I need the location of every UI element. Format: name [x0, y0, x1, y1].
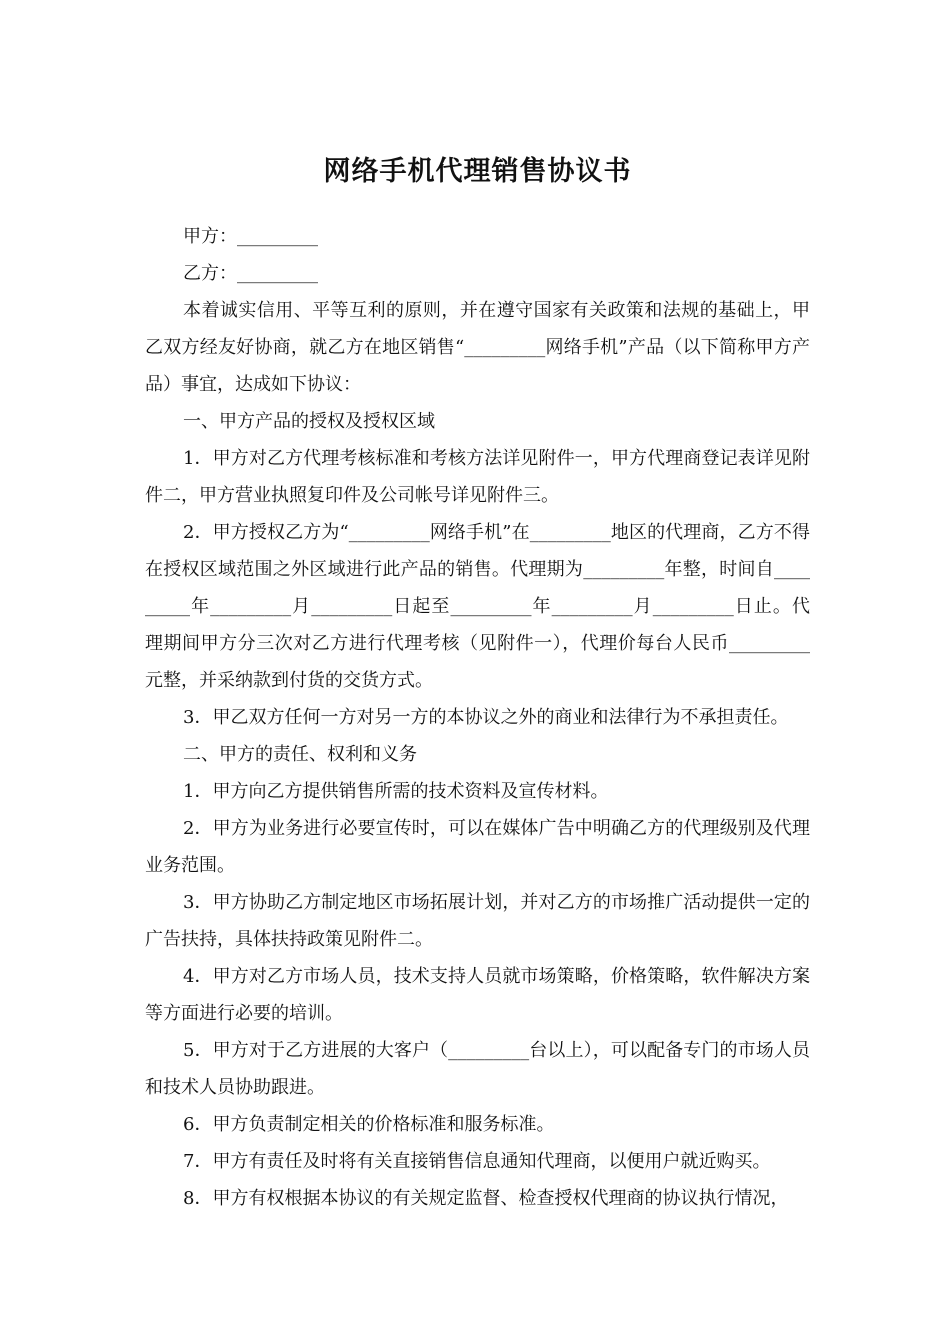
- section-heading-1: 一、甲方产品的授权及授权区域: [183, 411, 435, 432]
- party-a-line: 甲方：_________: [183, 226, 318, 247]
- clause-2-8: 8．甲方有权根据本协议的有关规定监督、检查授权代理商的协议执行情况，: [183, 1188, 789, 1209]
- section-heading-2: 二、甲方的责任、权利和义务: [183, 744, 417, 765]
- clause-1-1: 1．甲方对乙方代理考核标准和考核方法详见附件一，甲方代理商登记表详见附件二，甲方营业执照复印件及公司帐号详见附件三。: [145, 448, 810, 506]
- clause-1-3: 3．甲乙双方任何一方对另一方的本协议之外的商业和法律行为不承担责任。: [183, 707, 789, 728]
- clause-2-4: 4．甲方对乙方市场人员，技术支持人员就市场策略，价格策略，软件解决方案等方面进行必要的培训。: [145, 966, 810, 1024]
- preamble-paragraph: 本着诚实信用、平等互利的原则，并在遵守国家有关政策和法规的基础上，甲乙双方经友好协商，就乙方在地区销售“_________网络手机”产品（以下简称甲方产品）事宜，达成如下协议：: [145, 300, 810, 395]
- document-title: 网络手机代理销售协议书: [323, 156, 632, 187]
- clause-1-2: 2．甲方授权乙方为“_________网络手机”在_________地区的代理商，乙方不得在授权区域范围之外区域进行此产品的销售。代理期为_________年整，时间自_________年_________月_________日起至_________年_________月_________日止。代理期间甲方分三次对乙方进行代理考核（见附件一），代理价每台人民币_________元整，并采纳款到付货的交货方式。: [145, 522, 810, 691]
- clause-2-6: 6．甲方负责制定相关的价格标准和服务标准。: [183, 1114, 555, 1135]
- clause-2-2: 2．甲方为业务进行必要宣传时，可以在媒体广告中明确乙方的代理级别及代理业务范围。: [145, 818, 810, 876]
- clause-2-5: 5．甲方对于乙方进展的大客户（_________台以上），可以配备专门的市场人员和技术人员协助跟进。: [145, 1040, 810, 1098]
- clause-2-7: 7．甲方有责任及时将有关直接销售信息通知代理商，以便用户就近购买。: [183, 1151, 771, 1172]
- party-b-line: 乙方：_________: [183, 263, 318, 284]
- document-page: [145, 150, 810, 1217]
- clause-2-1: 1．甲方向乙方提供销售所需的技术资料及宣传材料。: [183, 781, 609, 802]
- clause-2-3: 3．甲方协助乙方制定地区市场拓展计划，并对乙方的市场推广活动提供一定的广告扶持，具体扶持政策见附件二。: [145, 892, 810, 950]
